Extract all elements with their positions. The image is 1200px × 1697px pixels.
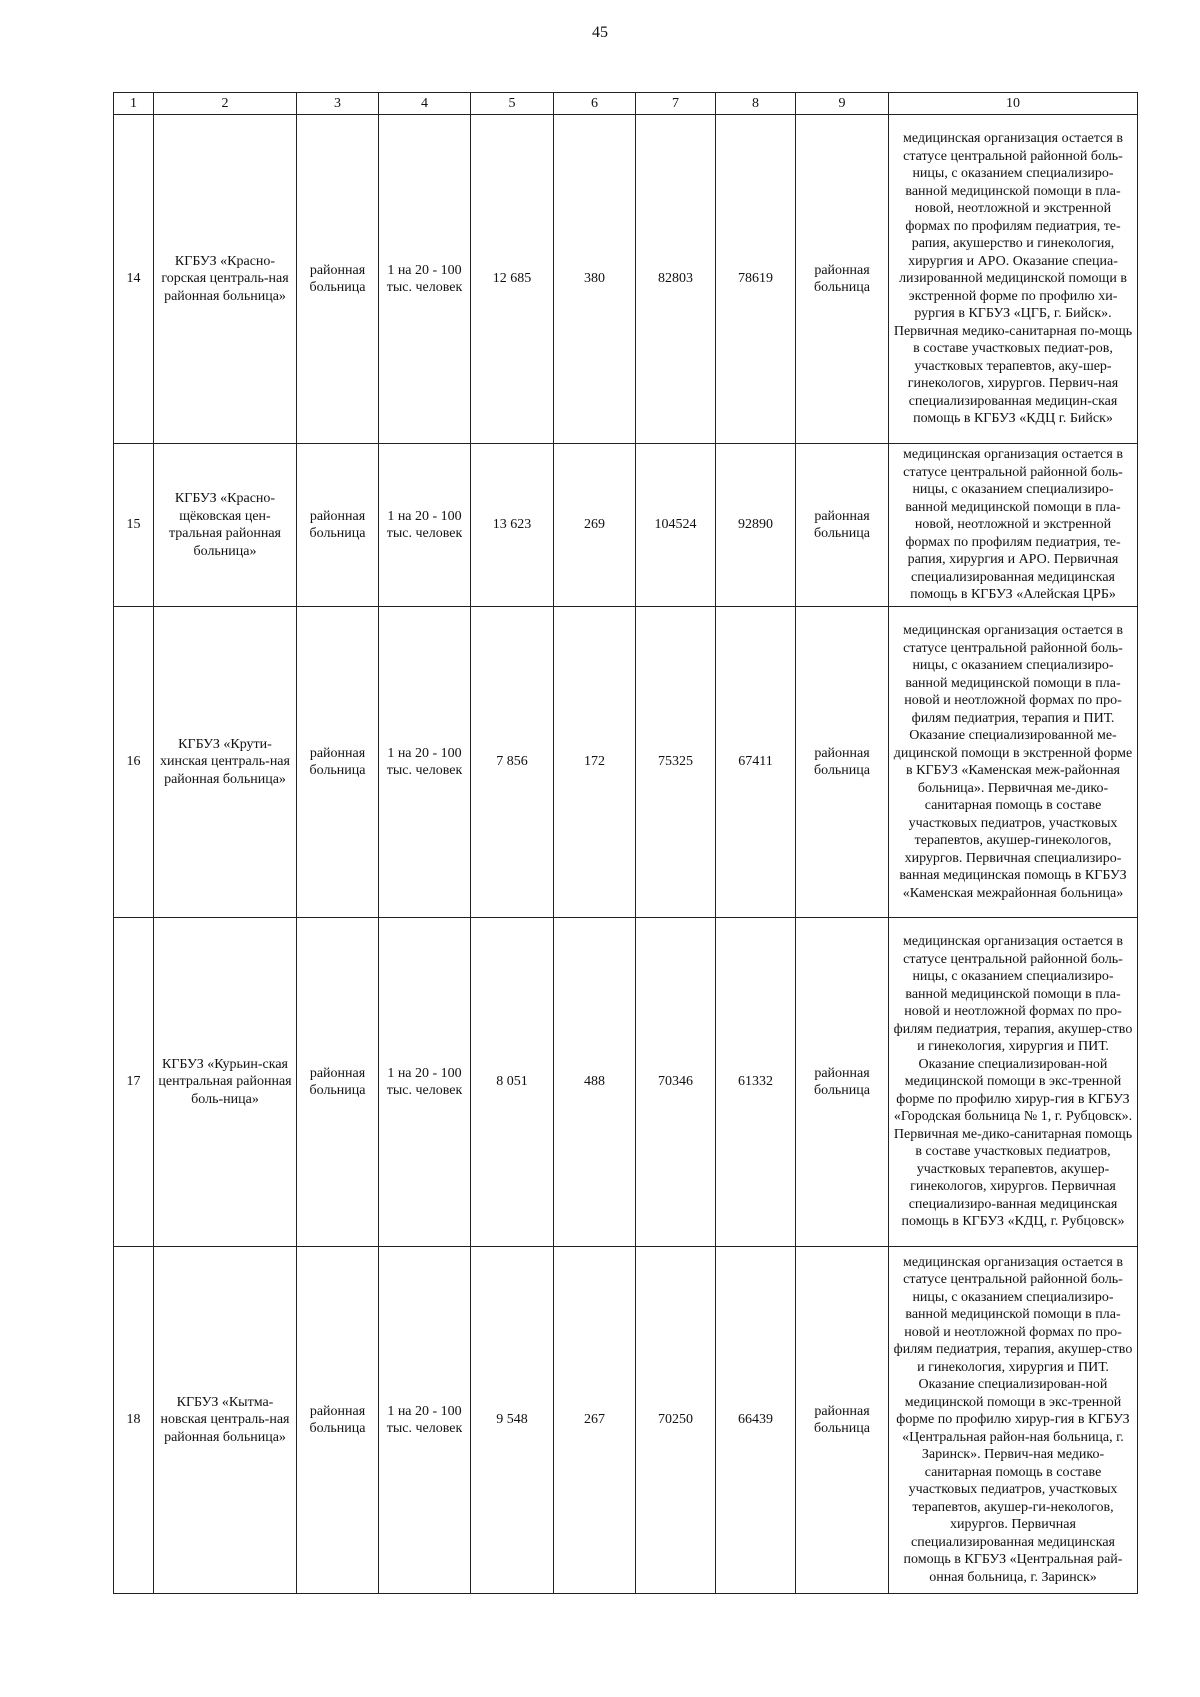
description: медицинская организация остается в статусе центральной районной боль-ницы, с оказанием специализиро-ванной медицинской помощи в пла-новой и неотложной формах по про-филям педиатрия, терапия, акушер-ство и гинекология, хирургия и ПИТ. Оказание специализирован-ной медицинской помощи в экс-тренной форме по профилю хирур-гия в КГБУЗ «Центральная район-ная больница, г. Заринск». Первич-ная медико-санитарная помощь в составе участковых педиатров, участковых терапевтов, акушер-ги-некологов, хирургов. Первичная специализированная медицинская помощь в КГБУЗ «Центральная рай-онная больница, г. Заринск» — [889, 1247, 1138, 1594]
organization-name: КГБУЗ «Кытма-новская централь-ная районная больница» — [154, 1247, 297, 1594]
column-header: 4 — [379, 93, 471, 115]
organization-type: районная больница — [297, 444, 379, 607]
service-norm: 1 на 20 - 100 тыс. человек — [379, 1247, 471, 1594]
table-row — [114, 607, 1138, 918]
column-header: 5 — [471, 93, 554, 115]
column-header: 9 — [796, 93, 889, 115]
column-header: 6 — [554, 93, 636, 115]
cell-col7: 82803 — [636, 115, 716, 444]
column-header: 1 — [114, 93, 154, 115]
organization-type: районная больница — [297, 1247, 379, 1594]
row-number: 14 — [114, 115, 154, 444]
organization-type: районная больница — [297, 918, 379, 1247]
cell-col6: 488 — [554, 918, 636, 1247]
table-row — [114, 1247, 1138, 1594]
data-table — [113, 92, 1138, 1594]
service-norm: 1 на 20 - 100 тыс. человек — [379, 444, 471, 607]
cell-col7: 75325 — [636, 607, 716, 918]
cell-col6: 172 — [554, 607, 636, 918]
cell-col5: 7 856 — [471, 607, 554, 918]
row-number: 15 — [114, 444, 154, 607]
column-header: 10 — [889, 93, 1138, 115]
service-norm: 1 на 20 - 100 тыс. человек — [379, 918, 471, 1247]
column-header: 8 — [716, 93, 796, 115]
cell-col8: 67411 — [716, 607, 796, 918]
description: медицинская организация остается в статусе центральной районной боль-ницы, с оказанием специализиро-ванной медицинской помощи в пла-новой и неотложной формах по про-филям педиатрия, терапия, акушер-ство и гинекология, хирургия и ПИТ. Оказание специализирован-ной медицинской помощи в экс-тренной форме по профилю хирур-гия в КГБУЗ «Городская больница № 1, г. Рубцовск». Первичная ме-дико-санитарная помощь в составе участковых педиатров, участковых терапевтов, акушер-гинекологов, хирургов. Первичная специализиро-ванная медицинская помощь в КГБУЗ «КДЦ, г. Рубцовск» — [889, 918, 1138, 1247]
cell-col5: 13 623 — [471, 444, 554, 607]
description: медицинская организация остается в статусе центральной районной боль-ницы, с оказанием специализиро-ванной медицинской помощи в пла-новой, неотложной и экстренной формах по профилям педиатрия, те-рапия, хирургия и АРО. Первичная специализированная медицинская помощь в КГБУЗ «Алейская ЦРБ» — [889, 444, 1138, 607]
column-header: 2 — [154, 93, 297, 115]
column-number-row — [114, 93, 1138, 115]
cell-col5: 8 051 — [471, 918, 554, 1247]
column-header: 3 — [297, 93, 379, 115]
cell-col7: 70346 — [636, 918, 716, 1247]
cell-col7: 70250 — [636, 1247, 716, 1594]
description: медицинская организация остается в статусе центральной районной боль-ницы, с оказанием специализиро-ванной медицинской помощи в пла-новой, неотложной и экстренной формах по профилям педиатрия, те-рапия, акушерство и гинекология, хирургия и АРО. Оказание специа-лизированной медицинской помощи в экстренной форме по профилю хи-рургия в КГБУЗ «ЦГБ, г. Бийск». Первичная медико-санитарная по-мощь в составе участковых педиат-ров, участковых терапевтов, аку-шер-гинекологов, хирургов. Первич-ная специализированная медицин-ская помощь в КГБУЗ «КДЦ г. Бийск» — [889, 115, 1138, 444]
table-row — [114, 115, 1138, 444]
cell-col9: районная больница — [796, 115, 889, 444]
cell-col5: 9 548 — [471, 1247, 554, 1594]
cell-col6: 380 — [554, 115, 636, 444]
cell-col9: районная больница — [796, 444, 889, 607]
organization-type: районная больница — [297, 115, 379, 444]
cell-col8: 61332 — [716, 918, 796, 1247]
cell-col6: 267 — [554, 1247, 636, 1594]
cell-col9: районная больница — [796, 918, 889, 1247]
organization-name: КГБУЗ «Красно-щёковская цен-тральная районная больница» — [154, 444, 297, 607]
organization-type: районная больница — [297, 607, 379, 918]
cell-col5: 12 685 — [471, 115, 554, 444]
organization-name: КГБУЗ «Крути-хинская централь-ная районная больница» — [154, 607, 297, 918]
description: медицинская организация остается в статусе центральной районной боль-ницы, с оказанием специализиро-ванной медицинской помощи в пла-новой и неотложной формах по про-филям педиатрия, терапия и ПИТ. Оказание специализированной ме-дицинской помощи в экстренной форме в КГБУЗ «Каменская меж-районная больница». Первичная ме-дико-санитарная помощь в составе участковых педиатров, участковых терапевтов, акушер-гинекологов, хирургов. Первичная специализиро-ванная медицинская помощь в КГБУЗ «Каменская межрайонная больница» — [889, 607, 1138, 918]
row-number: 16 — [114, 607, 154, 918]
row-number: 17 — [114, 918, 154, 1247]
cell-col7: 104524 — [636, 444, 716, 607]
cell-col8: 78619 — [716, 115, 796, 444]
cell-col8: 92890 — [716, 444, 796, 607]
table-row — [114, 918, 1138, 1247]
column-header: 7 — [636, 93, 716, 115]
service-norm: 1 на 20 - 100 тыс. человек — [379, 115, 471, 444]
page-number: 45 — [592, 24, 608, 41]
row-number: 18 — [114, 1247, 154, 1594]
organization-name: КГБУЗ «Курьин-ская центральная районная боль-ница» — [154, 918, 297, 1247]
cell-col9: районная больница — [796, 607, 889, 918]
table-row — [114, 444, 1138, 607]
cell-col8: 66439 — [716, 1247, 796, 1594]
organization-name: КГБУЗ «Красно-горская централь-ная районная больница» — [154, 115, 297, 444]
cell-col6: 269 — [554, 444, 636, 607]
service-norm: 1 на 20 - 100 тыс. человек — [379, 607, 471, 918]
cell-col9: районная больница — [796, 1247, 889, 1594]
